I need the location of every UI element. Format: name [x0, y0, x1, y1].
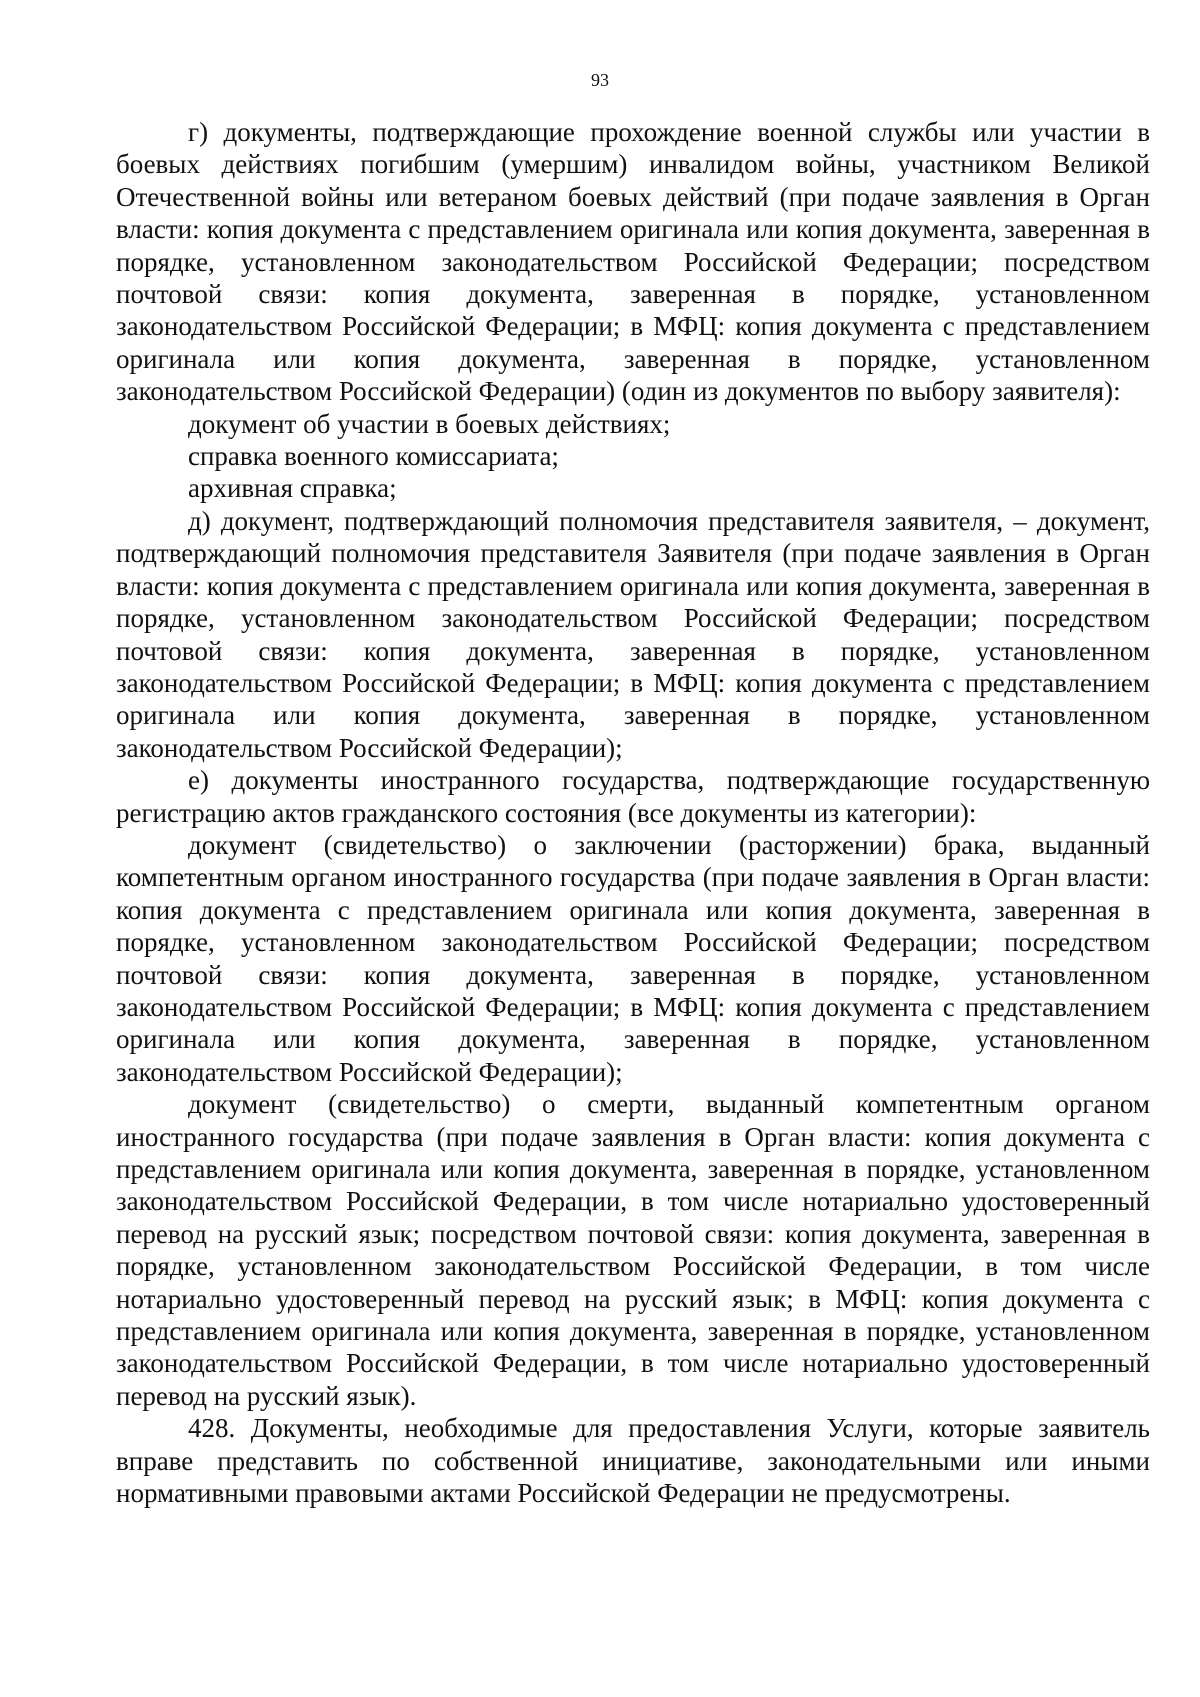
paragraph-combat-document: документ об участии в боевых действиях; [188, 408, 671, 439]
paragraph-death-certificate: документ (свидетельство) о смерти, выданный компетентным органом иностранного государства (при подаче заявления в Орган власти: копия документа с представлением оригинала или копия документа, заверенная в порядке, установленном законодательством Российской Федерации, в том числе нотариально удостоверенный перевод на русский язык; посредством почтовой связи: копия документа, заверенная в порядке, установленном законодательством Российской Федерации, в том числе нотариально удостоверенный перевод на русский язык; в МФЦ: копия документа с представлением оригинала или копия документа, заверенная в порядке, установленном законодательством Российской Федерации, в том числе нотариально удостоверенный перевод на русский язык). [116, 1089, 1150, 1411]
paragraph-marriage-certificate: документ (свидетельство) о заключении (расторжении) брака, выданный компетентным органом иностранного государства (при подаче заявления в Орган власти: копия документа с представлением оригинала или копия документа, заверенная в порядке, установленном законодательством Российской Федерации; посредством почтовой связи: копия документа, заверенная в порядке, установленном законодательством Российской Федерации; в МФЦ: копия документа с представлением оригинала или копия документа, заверенная в порядке, установленном законодательством Российской Федерации); [116, 829, 1150, 1087]
document-body [116, 116, 1150, 1509]
page-number: 93 [591, 70, 609, 90]
paragraph-military-certificate: справка военного комиссариата; [188, 441, 559, 472]
paragraph-section-428: 428. Документы, необходимые для предоставления Услуги, которые заявитель вправе представить по собственной инициативе, законодательными или иными нормативными правовыми актами Российской Федерации не предусмотрены. [116, 1413, 1150, 1509]
paragraph-item-e: е) документы иностранного государства, подтверждающие государственную регистрацию актов гражданского состояния (все документы из категории): [116, 765, 1150, 828]
paragraph-item-d: д) документ, подтверждающий полномочия представителя заявителя, – документ, подтверждающий полномочия представителя Заявителя (при подаче заявления в Орган власти: копия документа с представлением оригинала или копия документа, заверенная в порядке, установленном законодательством Российской Федерации; посредством почтовой связи: копия документа, заверенная в порядке, установленном законодательством Российской Федерации; в МФЦ: копия документа с представлением оригинала или копия документа, заверенная в порядке, установленном законодательством Российской Федерации); [116, 505, 1150, 763]
paragraph-archive-certificate: архивная справка; [188, 473, 397, 504]
paragraph-item-g: г) документы, подтверждающие прохождение военной службы или участии в боевых действиях погибшим (умершим) инвалидом войны, участником Великой Отечественной войны или ветераном боевых действий (при подаче заявления в Орган власти: копия документа с представлением оригинала или копия документа, заверенная в порядке, установленном законодательством Российской Федерации; посредством почтовой связи: копия документа, заверенная в порядке, установленном законодательством Российской Федерации; в МФЦ: копия документа с представлением оригинала или копия документа, заверенная в порядке, установленном законодательством Российской Федерации) (один из документов по выбору заявителя): [116, 117, 1150, 407]
